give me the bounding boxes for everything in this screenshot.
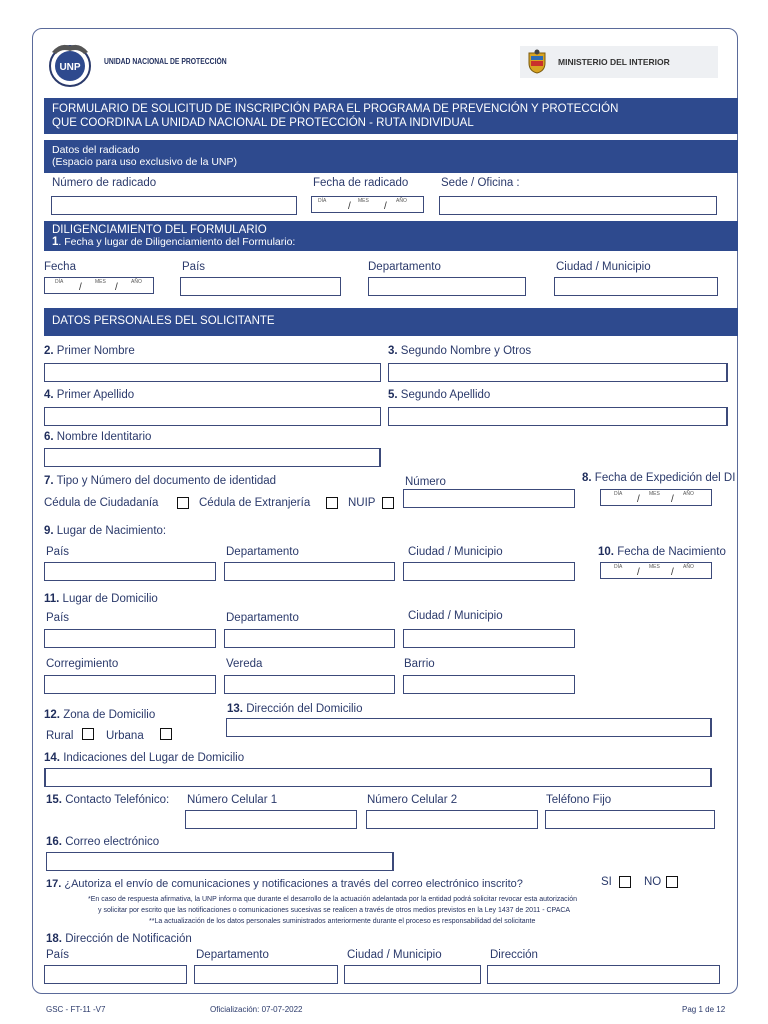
direccion-domicilio-label: [227, 703, 363, 715]
field-number: 18.: [46, 933, 62, 945]
numero-radicado-label: Número de radicado: [52, 177, 157, 189]
dia-hint: DÍA: [55, 279, 64, 285]
field-number: 6.: [44, 431, 54, 443]
label-text: Fecha de Expedición del DI: [591, 472, 736, 484]
field-number: 11.: [44, 593, 60, 605]
cedula-ciudadania-label: Cédula de Ciudadanía: [44, 497, 159, 509]
nac-departamento-label: Departamento: [226, 546, 299, 558]
numero-documento-input[interactable]: [403, 489, 575, 508]
telefono-fijo-label: Teléfono Fijo: [546, 794, 612, 806]
notif-pais-label: País: [46, 949, 70, 961]
field-number: 8.: [582, 472, 592, 484]
pais-label: País: [182, 261, 206, 273]
field-number: 2.: [44, 345, 54, 357]
anio-hint: AÑO: [131, 279, 142, 285]
autorizacion-note-1: *En caso de respuesta afirmativa, la UNP informa que durante el desarrollo de la actuación adelantada por la entidad podrá solicitar revocar esta autorización: [88, 896, 577, 903]
primer-nombre-input[interactable]: [44, 363, 381, 382]
dia-hint: DÍA: [318, 198, 327, 204]
radicado-bar-title: Datos del radicado: [52, 144, 140, 156]
fecha-nacimiento-input[interactable]: [600, 562, 712, 579]
dia-hint: DÍA: [614, 564, 623, 570]
urbana-checkbox[interactable]: [160, 728, 172, 740]
segundo-nombre-input[interactable]: [388, 363, 728, 382]
celular1-input[interactable]: [185, 810, 357, 829]
datos-personales-bar: [44, 308, 738, 336]
datos-personales-title: DATOS PERSONALES DEL SOLICITANTE: [52, 315, 275, 327]
pais-input[interactable]: [180, 277, 341, 296]
dom-departamento-input[interactable]: [224, 629, 395, 648]
date-sep: /: [115, 282, 118, 293]
field-number: 9.: [44, 525, 54, 537]
rural-label: Rural: [46, 730, 74, 742]
ministry-name: MINISTERIO DEL INTERIOR: [558, 57, 670, 67]
fecha-nacimiento-label: [598, 546, 726, 558]
label-text: ¿Autoriza el envío de comunicaciones y notificaciones a través del correo electrónico inscrito?: [61, 878, 523, 890]
label-text: Zona de Domicilio: [60, 709, 156, 721]
dom-ciudad-label: Ciudad / Municipio: [408, 610, 503, 622]
dom-departamento-label: Departamento: [226, 612, 299, 624]
label-text: Tipo y Número del documento de identidad: [53, 475, 277, 487]
corregimiento-label: Corregimiento: [46, 658, 119, 670]
field-number: 14.: [44, 752, 60, 764]
ciudad-input[interactable]: [554, 277, 718, 296]
date-sep: /: [79, 282, 82, 293]
form-title-line1: FORMULARIO DE SOLICITUD DE INSCRIPCIÓN PARA EL PROGRAMA DE PREVENCIÓN Y PROTECCIÓN: [52, 103, 619, 115]
diligenciamiento-bar-subtitle: [52, 236, 295, 248]
sede-oficina-input[interactable]: [439, 196, 717, 215]
label-text: Indicaciones del Lugar de Domicilio: [60, 752, 245, 764]
cedula-extranjeria-checkbox[interactable]: [326, 497, 338, 509]
segundo-nombre-label: [388, 345, 531, 357]
date-sep: /: [671, 567, 674, 578]
form-title-bar: [44, 98, 738, 134]
fecha-radicado-input[interactable]: [311, 196, 424, 213]
nac-ciudad-label: Ciudad / Municipio: [408, 546, 503, 558]
lugar-domicilio-label: [44, 593, 158, 605]
nac-departamento-input[interactable]: [224, 562, 395, 581]
dom-pais-label: País: [46, 612, 70, 624]
form-code: GSC - FT-11 -V7: [46, 1005, 106, 1014]
anio-hint: AÑO: [396, 198, 407, 204]
mes-hint: MES: [649, 564, 660, 570]
urbana-label: Urbana: [106, 730, 144, 742]
field-number: 15.: [46, 794, 62, 806]
notif-pais-input[interactable]: [44, 965, 187, 984]
tipo-documento-label: [44, 475, 276, 487]
direccion-domicilio-input[interactable]: [226, 718, 712, 737]
primer-nombre-label: [44, 345, 135, 357]
numero-documento-label: Número: [405, 476, 446, 488]
diligenciamiento-bar: [44, 221, 738, 251]
fecha-label: Fecha: [44, 261, 76, 273]
ciudad-label: Ciudad / Municipio: [556, 261, 651, 273]
label-text: Primer Apellido: [53, 389, 135, 401]
field-number: 13.: [227, 703, 243, 715]
radicado-bar: [44, 140, 738, 173]
contacto-telefonico-label: [46, 794, 169, 806]
mes-hint: MES: [95, 279, 106, 285]
svg-text:UNP: UNP: [59, 62, 81, 73]
direccion-notificacion-label: [46, 933, 192, 945]
autoriza-notificaciones-label: [46, 878, 523, 890]
notif-ciudad-input[interactable]: [344, 965, 481, 984]
primer-apellido-input[interactable]: [44, 407, 381, 426]
colombia-coat-of-arms-icon: [526, 49, 548, 75]
unp-seal-icon: [44, 38, 96, 90]
fecha-radicado-label: Fecha de radicado: [313, 177, 409, 189]
date-sep: /: [671, 494, 674, 505]
label-text: Correo electrónico: [62, 836, 160, 848]
lugar-nacimiento-label: [44, 525, 166, 537]
field-number: 12.: [44, 709, 60, 721]
indicaciones-domicilio-label: [44, 752, 244, 764]
vereda-label: Vereda: [226, 658, 263, 670]
notif-ciudad-label: Ciudad / Municipio: [347, 949, 442, 961]
subtitle-text: . Fecha y lugar de Diligenciamiento del Formulario:: [58, 236, 296, 248]
field-number: 4.: [44, 389, 54, 401]
segundo-apellido-label: [388, 389, 490, 401]
nombre-identitario-label: [44, 431, 151, 443]
notif-departamento-input[interactable]: [194, 965, 338, 984]
field-number: 3.: [388, 345, 398, 357]
label-text: Lugar de Domicilio: [59, 593, 158, 605]
corregimiento-input[interactable]: [44, 675, 216, 694]
correo-input[interactable]: [46, 852, 394, 871]
dom-pais-input[interactable]: [44, 629, 216, 648]
page-number: Pag 1 de 12: [682, 1005, 726, 1014]
nac-pais-label: País: [46, 546, 70, 558]
label-text: Primer Nombre: [53, 345, 135, 357]
oficializacion-date: Oficialización: 07-07-2022: [210, 1005, 303, 1014]
date-sep: /: [637, 567, 640, 578]
notif-departamento-label: Departamento: [196, 949, 269, 961]
nuip-checkbox[interactable]: [382, 497, 394, 509]
barrio-label: Barrio: [404, 658, 435, 670]
org-name: UNIDAD NACIONAL DE PROTECCIÓN: [104, 57, 227, 66]
anio-hint: AÑO: [683, 564, 694, 570]
label-text: Dirección del Domicilio: [243, 703, 363, 715]
field-number: 17.: [46, 878, 62, 890]
radicado-bar-subtitle: (Espacio para uso exclusivo de la UNP): [52, 156, 238, 168]
notif-direccion-label: Dirección: [490, 949, 538, 961]
zona-domicilio-label: [44, 709, 155, 721]
field-number: 5.: [388, 389, 398, 401]
indicaciones-domicilio-input[interactable]: [44, 768, 712, 787]
celular1-label: Número Celular 1: [187, 794, 278, 806]
si-checkbox[interactable]: [619, 876, 631, 888]
label-text: Segundo Nombre y Otros: [397, 345, 532, 357]
date-sep: /: [384, 201, 387, 212]
nac-ciudad-input[interactable]: [403, 562, 575, 581]
cedula-ciudadania-checkbox[interactable]: [177, 497, 189, 509]
date-sep: /: [348, 201, 351, 212]
numero-radicado-input[interactable]: [51, 196, 297, 215]
notif-direccion-input[interactable]: [487, 965, 720, 984]
label-text: Contacto Telefónico:: [62, 794, 170, 806]
primer-apellido-label: [44, 389, 134, 401]
field-number: 7.: [44, 475, 54, 487]
segundo-apellido-input[interactable]: [388, 407, 728, 426]
no-checkbox[interactable]: [666, 876, 678, 888]
departamento-label: Departamento: [368, 261, 441, 273]
autorizacion-note-2: y solicitar por escrito que las notificaciones o comunicaciones sucesivas se realicen a través de otros medios previstos en la Ley 1437 de 2011 - CPACA: [98, 907, 571, 914]
label-text: Nombre Identitario: [53, 431, 152, 443]
nac-pais-input[interactable]: [44, 562, 216, 581]
rural-checkbox[interactable]: [82, 728, 94, 740]
fecha-diligenciamiento-input[interactable]: [44, 277, 154, 294]
telefono-fijo-input[interactable]: [545, 810, 715, 829]
fecha-expedicion-input[interactable]: [600, 489, 712, 506]
correo-label: [46, 836, 159, 848]
dia-hint: DÍA: [614, 491, 623, 497]
celular2-label: Número Celular 2: [367, 794, 458, 806]
nuip-label: NUIP: [348, 497, 376, 509]
sede-oficina-label: Sede / Oficina :: [441, 177, 520, 189]
date-sep: /: [637, 494, 640, 505]
anio-hint: AÑO: [683, 491, 694, 497]
mes-hint: MES: [358, 198, 369, 204]
departamento-input[interactable]: [368, 277, 526, 296]
form-title-line2: QUE COORDINA LA UNIDAD NACIONAL DE PROTECCIÓN - RUTA INDIVIDUAL: [52, 117, 474, 129]
nombre-identitario-input[interactable]: [44, 448, 381, 467]
unp-logo: [44, 38, 96, 90]
si-label: SI: [601, 876, 612, 888]
no-label: NO: [644, 876, 662, 888]
fecha-expedicion-label: [582, 472, 735, 484]
diligenciamiento-bar-title: DILIGENCIAMIENTO DEL FORMULARIO: [52, 224, 267, 236]
label-text: Segundo Apellido: [397, 389, 491, 401]
field-number: 1: [52, 236, 59, 248]
label-text: Fecha de Nacimiento: [614, 546, 726, 558]
field-number: 10.: [598, 546, 614, 558]
label-text: Lugar de Nacimiento:: [53, 525, 167, 537]
mes-hint: MES: [649, 491, 660, 497]
label-text: Dirección de Notificación: [62, 933, 192, 945]
ministry-badge: [520, 46, 718, 78]
cedula-extranjeria-label: Cédula de Extranjería: [199, 497, 311, 509]
autorizacion-note-3: **La actualización de los datos personales suministrados anteriormente durante el proceso es responsabilidad del solicitante: [149, 918, 536, 925]
field-number: 16.: [46, 836, 62, 848]
dom-ciudad-input[interactable]: [403, 629, 575, 648]
celular2-input[interactable]: [366, 810, 538, 829]
barrio-input[interactable]: [403, 675, 575, 694]
vereda-input[interactable]: [224, 675, 395, 694]
